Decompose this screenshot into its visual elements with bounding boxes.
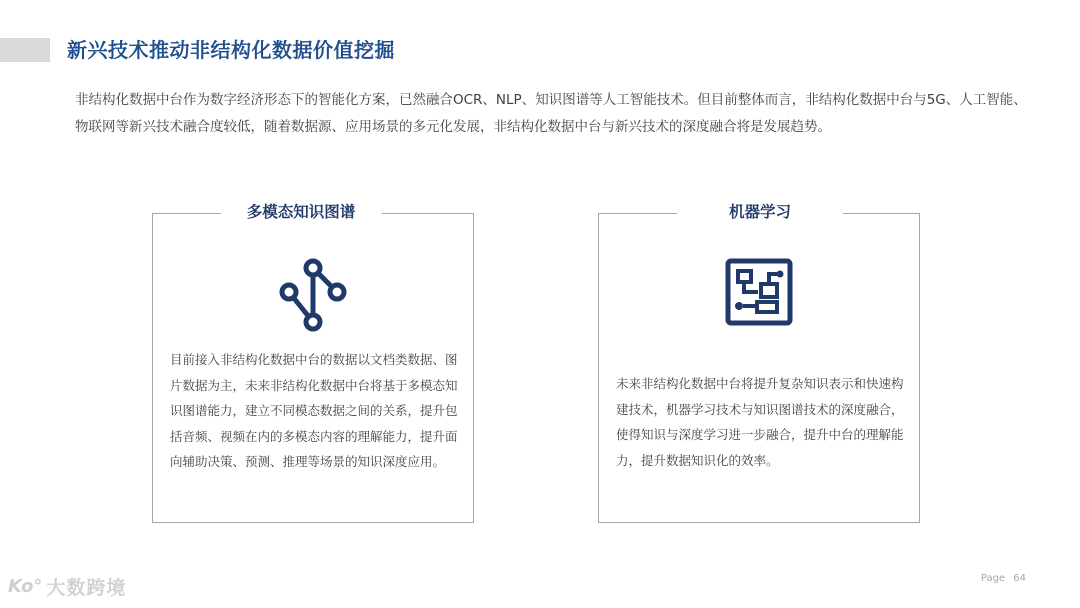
card-description: 目前接入非结构化数据中台的数据以文档类数据、图片数据为主，未来非结构化数据中台将基于多模态知识图谱能力，建立不同模态数据之间的关系，提升包括音频、视频在内的多模态内容的理解能力，提升面向辅助决策、预测、推理等场景的知识深度应用。	[170, 352, 458, 469]
title-accent-bar	[0, 38, 50, 62]
card-description: 未来非结构化数据中台将提升复杂知识表示和快速构建技术，机器学习技术与知识图谱技术的深度融合，使得知识与深度学习进一步融合，提升中台的理解能力，提升数据知识化的效率。	[616, 376, 904, 468]
intro-paragraph: 非结构化数据中台作为数字经济形态下的智能化方案，已然融合OCR、NLP、知识图谱等人工智能技术。但目前整体而言，非结构化数据中台与5G、人工智能、物联网等新兴技术融合度较低，随着数据源、应用场景的多元化发展，非结构化数据中台与新兴技术的深度融合将是发展趋势。	[75, 92, 1027, 135]
card-title: 多模态知识图谱	[221, 199, 382, 225]
page-number	[981, 573, 1026, 584]
watermark	[8, 573, 126, 600]
page-label: Page	[980, 573, 1006, 584]
watermark-text: 大数跨境	[46, 577, 127, 599]
node-graph-icon	[275, 258, 351, 338]
card-title: 机器学习	[677, 199, 843, 225]
page-number-value: 64	[1013, 573, 1026, 584]
page-title: 新兴技术推动非结构化数据价值挖掘	[67, 38, 395, 62]
card-multimodal-knowledge-graph	[152, 203, 474, 523]
circuit-board-icon	[725, 258, 793, 330]
watermark-logo: Ko°	[8, 576, 43, 597]
card-machine-learning	[598, 203, 920, 523]
